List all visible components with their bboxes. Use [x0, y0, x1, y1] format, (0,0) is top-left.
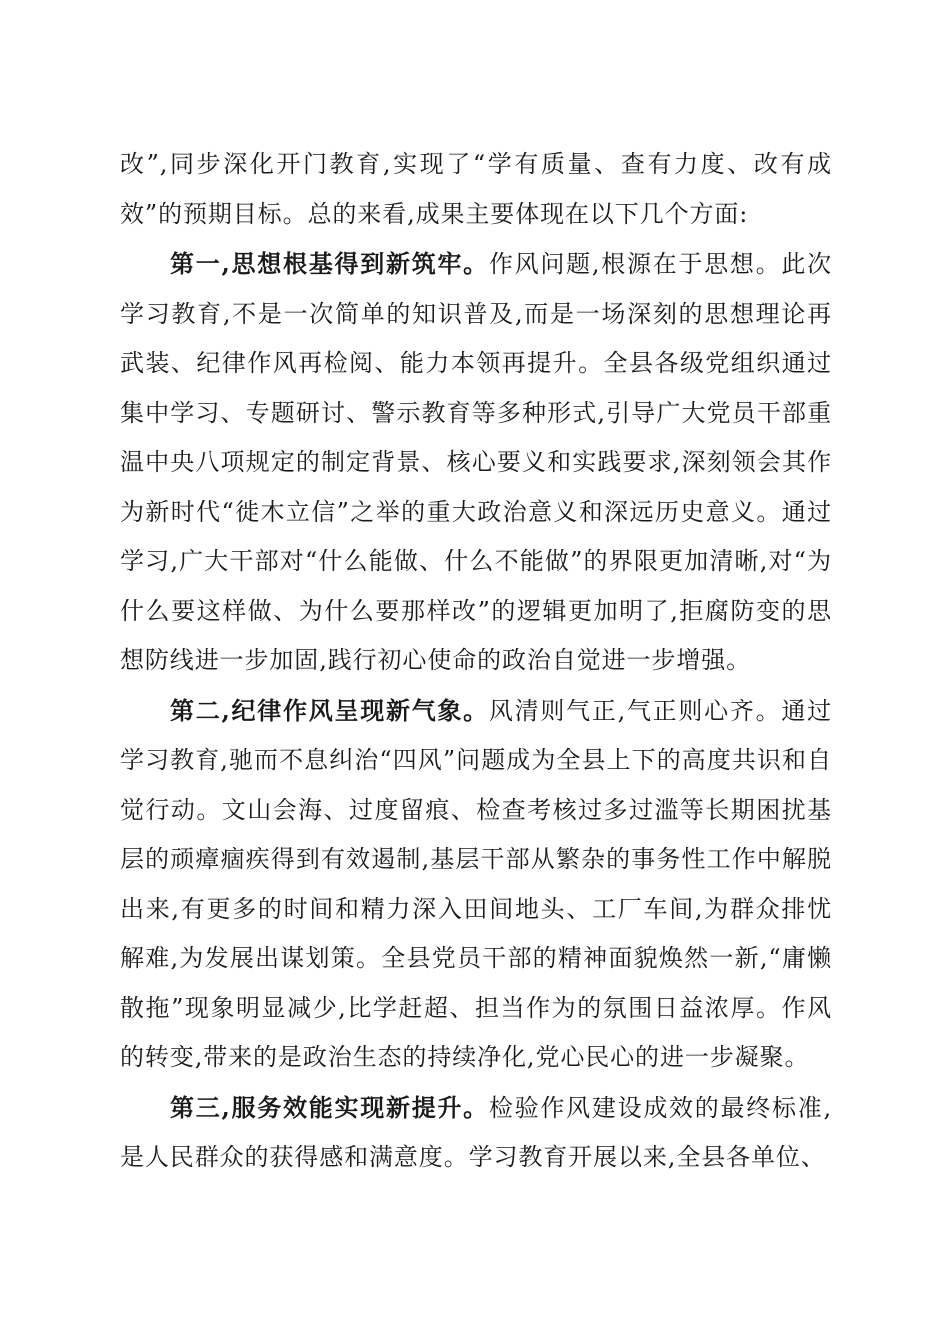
paragraph-heading: 第三,服务效能实现新提升。	[170, 1092, 489, 1122]
paragraph-text: 风清则气正,气正则心齐。通过学习教育,驰而不息纠治“四风”问题成为全县上下的高度共识和自觉行动。文山会海、过度留痕、检查考核过多过滥等长期困扰基层的顽瘴痼疾得到有效遏制,基层干部从繁杂的事务性工作中解脱出来,有更多的时间和精力深入田间地头、工厂车间,为群众排忧解难,为发展出谋划策。全县党员干部的精神面貌焕然一新,“庸懒散拖”现象明显减少,比学赶超、担当作为的氛围日益浓厚。作风的转变,带来的是政治生态的持续净化,党心民心的进一步凝聚。	[120, 696, 832, 1071]
paragraph-text: 作风问题,根源在于思想。此次学习教育,不是一次简单的知识普及,而是一场深刻的思想理论再武装、纪律作风再检阅、能力本领再提升。全县各级党组织通过集中学习、专题研讨、警示教育等多种形式,引导广大党员干部重温中央八项规定的制定背景、核心要义和实践要求,深刻领会其作为新时代“徙木立信”之举的重大政治意义和深远历史意义。通过学习,广大干部对“什么能做、什么不能做”的界限更加清晰,对“为什么要这样做、为什么要那样改”的逻辑更加明了,拒腐防变的思想防线进一步加固,践行初心使命的政治自觉进一步增强。	[120, 250, 832, 674]
paragraph-heading: 第二,纪律作风呈现新气象。	[170, 695, 489, 725]
document-body	[120, 140, 832, 1183]
paragraph-first-point	[120, 239, 832, 686]
paragraph-continuation	[120, 140, 832, 239]
paragraph-heading: 第一,思想根基得到新筑牢。	[170, 249, 489, 278]
paragraph-third-point	[120, 1083, 832, 1183]
paragraph-text: 检验作风建设成效的最终标准,是人民群众的获得感和满意度。学习教育开展以来,全县各单位、	[120, 1093, 832, 1171]
paragraph-second-point	[120, 686, 832, 1083]
paragraph-text: 改”,同步深化开门教育,实现了“学有质量、查有力度、改有成效”的预期目标。总的来看,成果主要体现在以下几个方面:	[120, 150, 832, 228]
